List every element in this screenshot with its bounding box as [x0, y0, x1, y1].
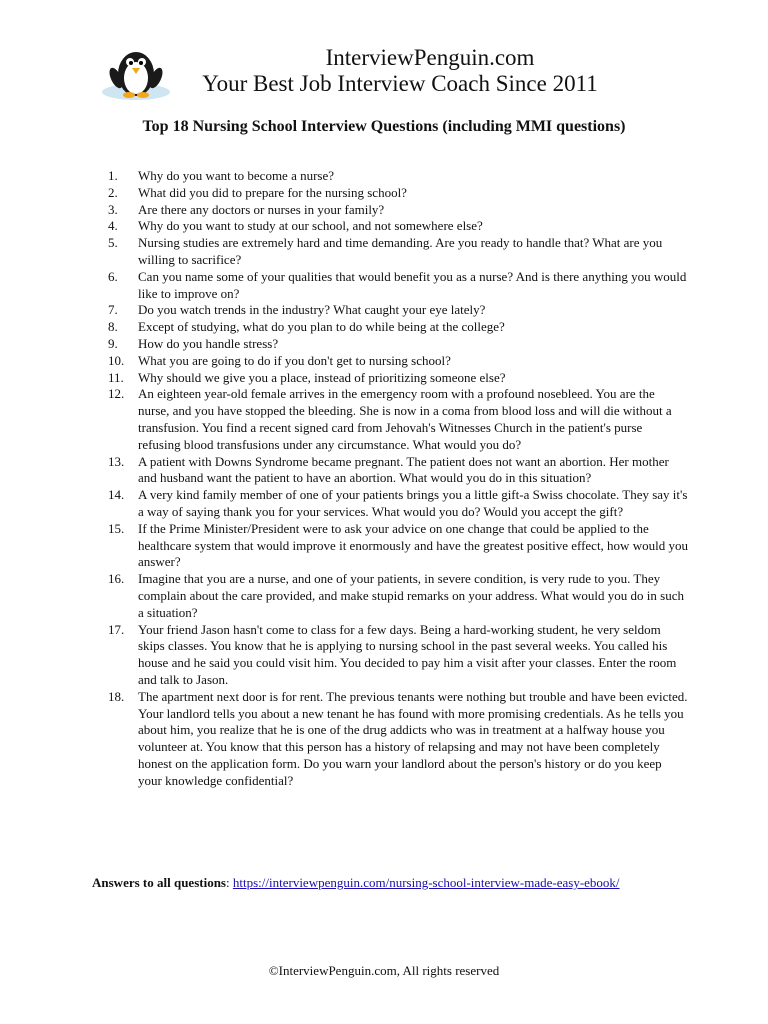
- question-text: The apartment next door is for rent. The previous tenants were nothing but trouble and have been evicted. Your landlord tells you about a new tenant he has found with more promising credentials. As he tells you about him, you realize that he is one of the drug addicts who was in treatment at a halfway house you volunteer at. You know that this person has a history of relapsing and may not have been completely honest on the application form. Do you warn your landlord about the person's history or do you keep your knowledge confidential?: [138, 688, 688, 788]
- list-item: [108, 370, 688, 387]
- list-item: [108, 168, 688, 185]
- list-item: [108, 185, 688, 202]
- list-item: [108, 353, 688, 370]
- question-number: 12.: [108, 386, 125, 402]
- question-number: 7.: [108, 302, 118, 318]
- list-item: [108, 386, 688, 453]
- copyright-footer: ©InterviewPenguin.com, All rights reserved: [268, 963, 500, 978]
- question-list: [108, 168, 688, 789]
- list-item: [108, 487, 688, 521]
- list-item: [108, 689, 688, 790]
- list-item: [108, 302, 688, 319]
- answers-label: Answers to all questions: [92, 875, 226, 890]
- question-number: 16.: [108, 571, 125, 587]
- question-text: Except of studying, what do you plan to do while being at the college?: [138, 319, 505, 335]
- list-item: [108, 571, 688, 621]
- list-item: [108, 622, 688, 689]
- list-item: [108, 218, 688, 235]
- question-text: What you are going to do if you don't get to nursing school?: [138, 352, 451, 368]
- list-item: [108, 235, 688, 269]
- question-number: 15.: [108, 520, 125, 536]
- question-text: Your friend Jason hasn't come to class for a few days. Being a hard-working student, he very seldom skips classes. You know that he is applying to nursing school in the past several weeks. You called his house and he said you could visit him. You decided to pay him a visit after your classes. Enter the room and talk to Jason.: [138, 621, 677, 687]
- question-number: 13.: [108, 453, 125, 469]
- question-text: Are there any doctors or nurses in your family?: [138, 201, 385, 217]
- question-number: 9.: [108, 335, 118, 351]
- question-number: 18.: [108, 688, 125, 704]
- question-text: Why should we give you a place, instead of prioritizing someone else?: [138, 369, 506, 385]
- tagline: Your Best Job Interview Coach Since 2011: [202, 71, 598, 96]
- question-number: 11.: [108, 369, 124, 385]
- question-number: 8.: [108, 319, 118, 335]
- list-item: [108, 521, 688, 571]
- question-number: 3.: [108, 201, 118, 217]
- page-header: [0, 38, 768, 108]
- question-number: 6.: [108, 268, 118, 284]
- question-text: Can you name some of your qualities that would benefit you as a nurse? And is there anything you would like to improve on?: [138, 268, 687, 301]
- question-text: Imagine that you are a nurse, and one of your patients, in severe condition, is very rude to you. They complain about the care provided, and make stupid remarks on your address. What would you do in such a situation?: [138, 571, 684, 620]
- question-text: What did you did to prepare for the nursing school?: [138, 184, 407, 200]
- answers-line: [92, 874, 672, 891]
- question-number: 10.: [108, 352, 125, 368]
- question-text: A patient with Downs Syndrome became pregnant. The patient does not want an abortion. Her mother and husband want the patient to have an abortion. What would you do in this situation?: [138, 453, 669, 486]
- list-item: [108, 319, 688, 336]
- answers-separator: :: [226, 875, 233, 890]
- answers-link[interactable]: https://interviewpenguin.com/nursing-school-interview-made-easy-ebook/: [232, 875, 620, 890]
- question-text: Do you watch trends in the industry? What caught your eye lately?: [138, 302, 486, 318]
- question-number: 17.: [108, 621, 125, 637]
- question-text: Why do you want to study at our school, and not somewhere else?: [138, 218, 483, 234]
- site-name: InterviewPenguin.com: [325, 45, 535, 70]
- page-title: Top 18 Nursing School Interview Questions (including MMI questions): [142, 118, 626, 135]
- question-text: If the Prime Minister/President were to ask your advice on one change that could be applied to the healthcare system that would improve it enormously and have the greatest positive effect, how would you answer?: [138, 520, 688, 570]
- question-text: A very kind family member of one of your patients brings you a little gift-a Swiss chocolate. They say it's a way of saying thank you for your services. What would you do? Would you accept the gift?: [138, 487, 688, 519]
- question-number: 1.: [108, 168, 118, 183]
- question-text: An eighteen year-old female arrives in the emergency room with a profound nosebleed. You are the nurse, and you have stopped the bleeding. She is now in a coma from blood loss and will die without a transfusion. You find a recent signed card from Jehovah's Witnesses Church in the patient's purse refusing blood transfusions under any circumstance. What would you do?: [138, 386, 672, 452]
- list-item: [108, 336, 688, 353]
- list-item: [108, 202, 688, 219]
- question-number: 4.: [108, 218, 118, 234]
- question-number: 2.: [108, 184, 118, 200]
- question-text: Why do you want to become a nurse?: [138, 168, 335, 183]
- list-item: [108, 269, 688, 303]
- list-item: [108, 454, 688, 488]
- question-number: 5.: [108, 235, 118, 251]
- question-text: How do you handle stress?: [138, 335, 279, 351]
- question-number: 14.: [108, 487, 125, 503]
- question-text: Nursing studies are extremely hard and time demanding. Are you ready to handle that? What are you willing to sacrifice?: [138, 235, 663, 267]
